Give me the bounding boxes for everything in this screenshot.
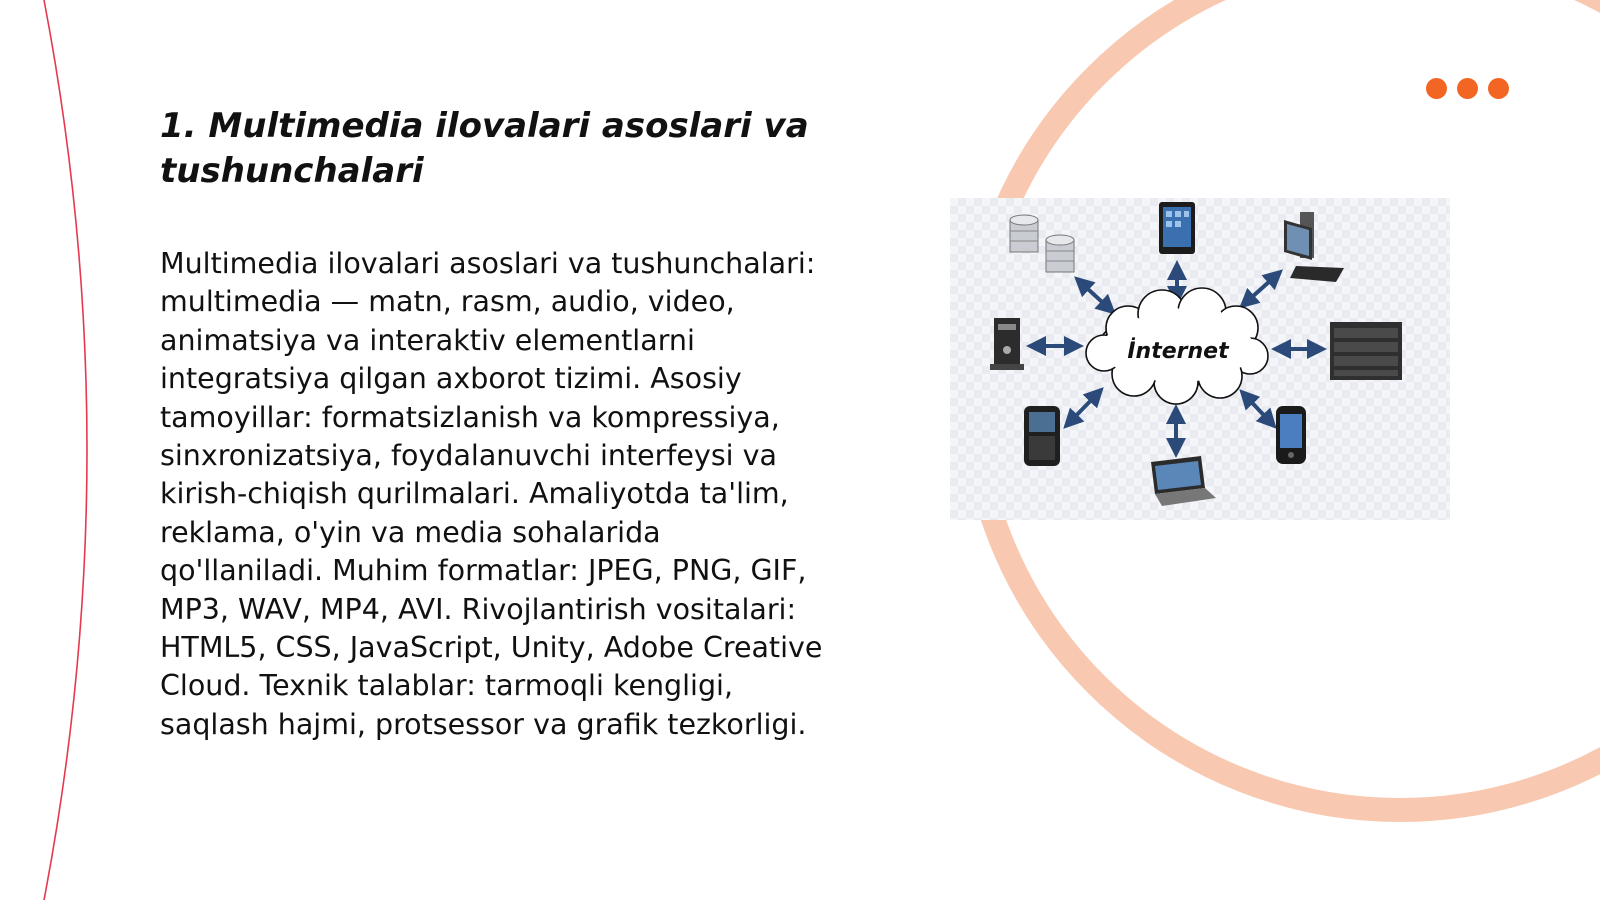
mobile-phone-icon — [1024, 406, 1060, 466]
tablet-icon — [1159, 202, 1195, 254]
arrow — [1242, 392, 1274, 426]
diagram-drawing — [950, 198, 1450, 520]
menu-dots-icon — [1426, 78, 1509, 99]
slide-body-text: Multimedia ilovalari asoslari va tushunchalari: multimedia — matn, rasm, audio, video, animatsiya va interaktiv elementlarni integratsiya qilgan axborot tizimi. Asosiy tamoyillar: formatsizlanish va kompressiya, sinxronizatsiya, foydalanuvchi interfeysi va kirish-chiqish qurilmalari. Amaliyotda ta'lim, reklama, o'yin va media sohalarida qo'llaniladi. Muhim formatlar: JPEG, PNG, GIF, MP3, WAV, MP4, AVI. Rivojlantirish vositalari: HTML5, CSS, JavaScript, Unity, Adobe Creative Cloud. Texnik talablar: tarmoqli kengligi, saqlash hajmi, protsessor va grafik tezkorligi. — [160, 247, 823, 741]
arrow — [1242, 272, 1280, 306]
dot — [1488, 78, 1509, 99]
server-rack-icon — [1330, 322, 1402, 380]
database-icon — [1010, 215, 1074, 272]
cloud-label: İnternet — [1127, 339, 1229, 364]
arrow — [1066, 390, 1101, 426]
dot — [1457, 78, 1478, 99]
left-edge-curve — [44, 0, 87, 900]
laptop-icon — [1151, 456, 1216, 506]
dot — [1426, 78, 1447, 99]
smartphone-icon — [1276, 406, 1306, 464]
desktop-computer-icon — [1284, 212, 1344, 282]
slide-title: 1. Multimedia ilovalari asoslari va tushunchalari — [160, 106, 809, 191]
pc-tower-icon — [990, 318, 1024, 370]
internet-network-diagram — [950, 198, 1450, 520]
arrow — [1077, 279, 1113, 312]
